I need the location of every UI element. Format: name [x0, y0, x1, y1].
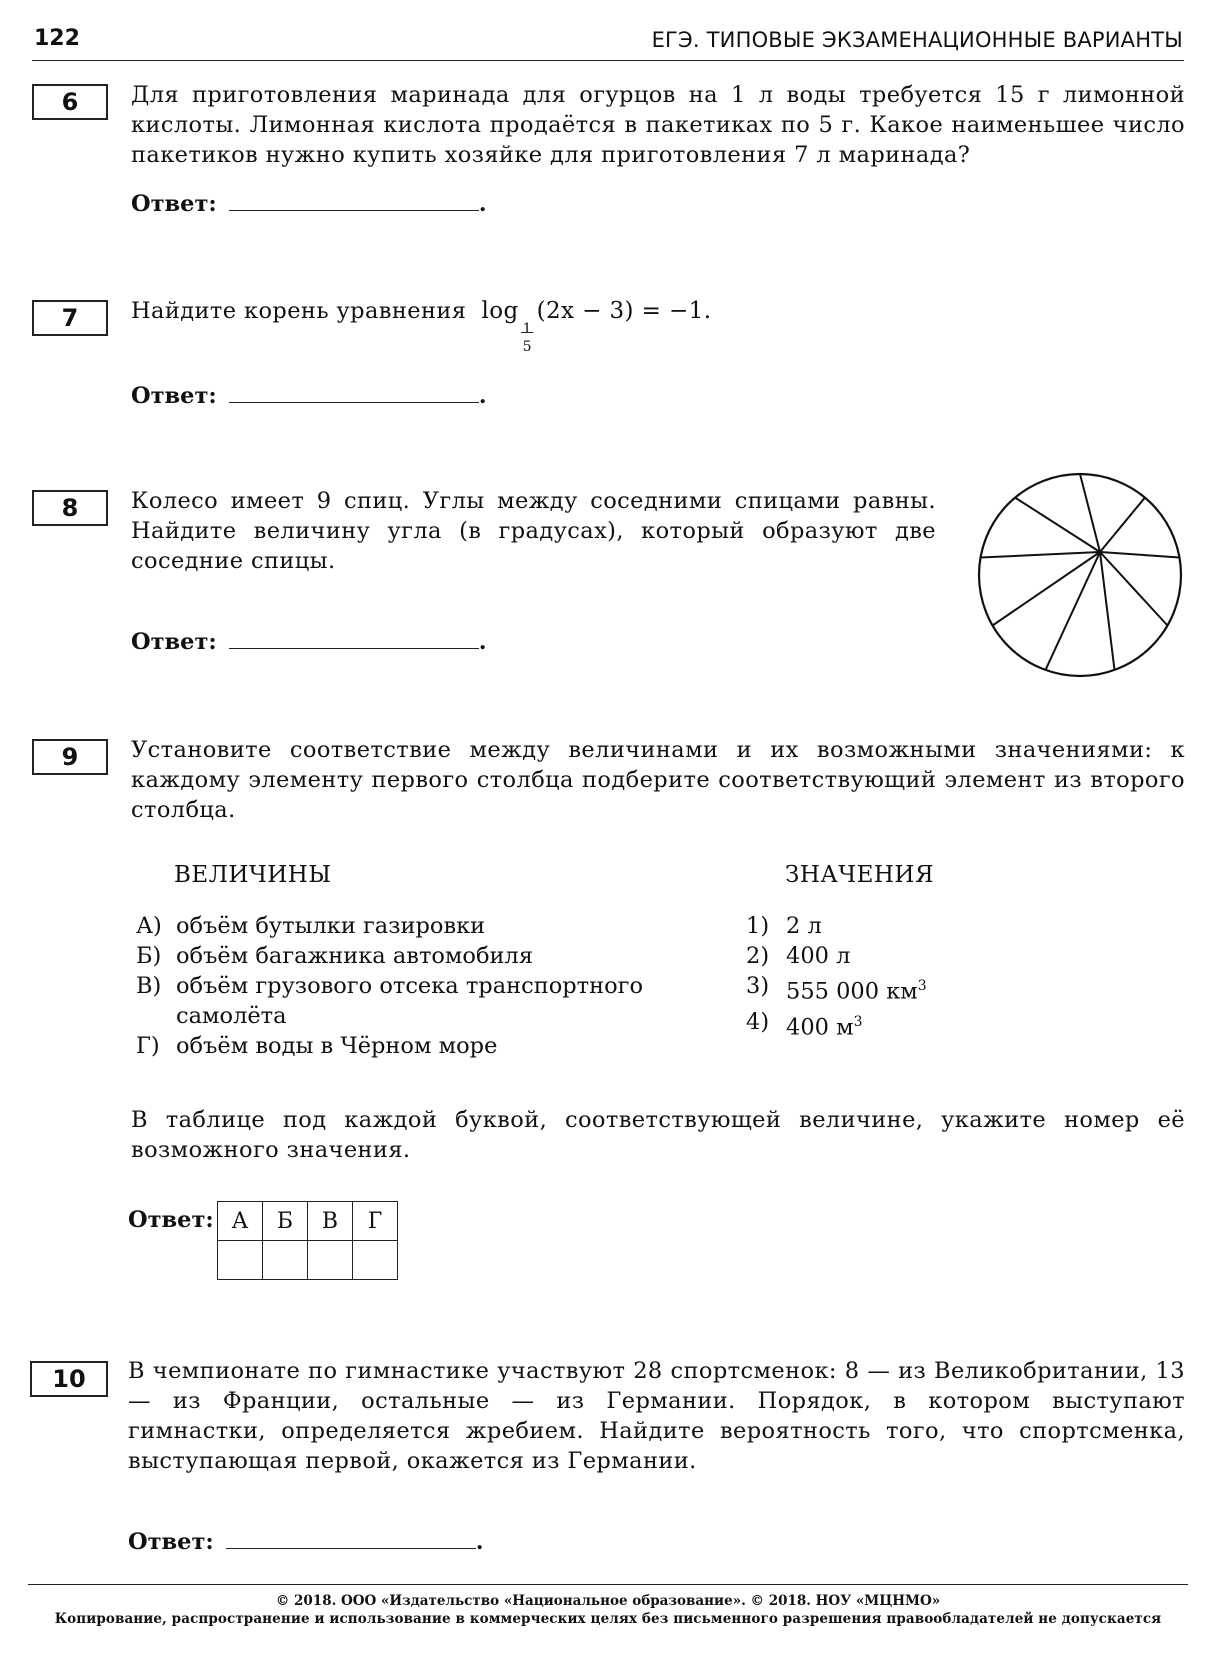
task-9-instruction: В таблице под каждой буквой, соответствующей величине, укажите номер её возможного значения. — [131, 1107, 1185, 1163]
wheel-spoke — [1100, 552, 1115, 670]
task-10-answer — [128, 1528, 484, 1555]
task-number-9: 9 — [32, 739, 108, 775]
item-text: 555 000 $км^3$ — [786, 978, 927, 1005]
item-text: объём багажника автомобиля — [176, 943, 534, 969]
task-9-answer-label: Ответ: — [128, 1207, 214, 1233]
task-8-answer — [131, 628, 487, 655]
table-header-g: Г — [353, 1202, 398, 1241]
answer-cell-a[interactable] — [218, 1241, 263, 1280]
answer-line[interactable] — [229, 628, 479, 649]
wheel-spoke — [1100, 498, 1145, 552]
log-base-fraction — [519, 320, 537, 355]
values-list — [746, 911, 1006, 1042]
item-label: А) — [136, 913, 162, 939]
item-text: 2 л — [786, 913, 822, 939]
answer-label: Ответ: — [131, 383, 217, 409]
log-base-denominator: 5 — [522, 339, 532, 355]
footer-copyright: © 2018. ООО «Издательство «Национальное образование». © 2018. НОУ «МЦНМО» — [275, 1593, 941, 1609]
running-header: ЕГЭ. ТИПОВЫЕ ЭКЗАМЕНАЦИОННЫЕ ВАРИАНТЫ — [651, 28, 1183, 52]
list-item — [746, 1007, 1006, 1043]
item-label: В) — [136, 973, 162, 999]
log-base-numerator: 1 — [522, 321, 532, 337]
answer-line[interactable] — [226, 1528, 476, 1549]
header-rule — [32, 60, 1184, 61]
answer-label: Ответ: — [128, 1529, 214, 1555]
log-word: log — [481, 298, 519, 324]
answer-cell-b[interactable] — [263, 1241, 308, 1280]
footer-rule — [28, 1584, 1188, 1585]
table-header-v: В — [308, 1202, 353, 1241]
list-item — [746, 911, 1006, 941]
item-text: 400 л — [786, 943, 851, 969]
task-number-7: 7 — [32, 300, 108, 336]
log-argument: (2x − 3) = −1 — [536, 298, 704, 324]
wheel-spoke — [1100, 552, 1180, 558]
list-item — [746, 941, 1006, 971]
answer-end: . — [478, 191, 487, 217]
list-item — [136, 1031, 676, 1061]
task-7-answer — [131, 382, 487, 409]
list-item — [136, 911, 676, 941]
task-number-8: 8 — [32, 490, 108, 526]
quantities-heading: ВЕЛИЧИНЫ — [174, 862, 332, 888]
answer-line[interactable] — [229, 190, 479, 211]
wheel-rim — [979, 474, 1181, 676]
table-header-a: А — [218, 1202, 263, 1241]
footer-notice: Копирование, распространение и использование в коммерческих целях без письменного разрешения правообладателей не допускается — [54, 1611, 1162, 1627]
task-8-text: Колесо имеет 9 спиц. Углы между соседними спицами равны. Найдите величину угла (в градусах), который образуют две соседние спицы. — [131, 488, 936, 574]
list-item — [136, 941, 676, 971]
task-10-text: В чемпионате по гимнастике участвуют 28 спортсменок: 8 — из Великобритании, 13 — из Франции, остальные — из Германии. Порядок, в котором выступают гимнастки, определяется жребием. Найдите вероятность того, что спортсменка, выступающая первой, окажется из Германии. — [128, 1358, 1185, 1474]
task-7-text — [131, 296, 1185, 355]
wheel-figure — [975, 470, 1185, 680]
values-heading: ЗНАЧЕНИЯ — [785, 862, 935, 888]
task-number-6: 6 — [32, 84, 108, 120]
answer-cell-v[interactable] — [308, 1241, 353, 1280]
wheel-spoke — [1100, 552, 1168, 626]
quantities-list — [136, 911, 676, 1061]
item-label: 4) — [746, 1008, 770, 1035]
item-text: объём бутылки газировки — [176, 913, 486, 939]
item-label: 2) — [746, 943, 770, 969]
answer-line[interactable] — [229, 382, 479, 403]
answer-cell-g[interactable] — [353, 1241, 398, 1280]
answer-end: . — [475, 1529, 484, 1555]
log-equation — [481, 298, 712, 355]
task-7-prompt: Найдите корень уравнения — [131, 298, 467, 324]
task-9-text: Установите соответствие между величинами и их возможными значениями: к каждому элементу первого столбца подберите соответствующий элемент из второго столбца. — [131, 737, 1185, 823]
item-label: Г) — [136, 1033, 160, 1059]
item-label: Б) — [136, 943, 162, 969]
wheel-spokes — [981, 474, 1180, 670]
list-item — [136, 971, 676, 1031]
table-header-b: Б — [263, 1202, 308, 1241]
answer-table — [217, 1201, 398, 1280]
item-label: 3) — [746, 973, 770, 999]
item-text: объём воды в Чёрном море — [176, 1033, 498, 1059]
answer-end: . — [478, 629, 487, 655]
task-number-10: 10 — [30, 1361, 108, 1397]
task-6-text: Для приготовления маринада для огурцов на 1 л воды требуется 15 г лимонной кислоты. Лимонная кислота продаётся в пакетиках по 5 г. Какое наименьшее число пакетиков нужно купить хозяйке для приготовления 7 л маринада? — [131, 82, 1185, 168]
list-item — [746, 971, 1006, 1007]
item-text: объём грузового отсека транспортного самолёта — [176, 973, 643, 1029]
item-label: 1) — [746, 913, 770, 939]
task-6-answer — [131, 190, 487, 217]
answer-label: Ответ: — [131, 191, 217, 217]
equation-end: . — [703, 298, 712, 324]
answer-label: Ответ: — [131, 629, 217, 655]
item-text: 400 $м^3$ — [786, 1013, 863, 1040]
wheel-spoke — [981, 552, 1101, 558]
page-number: 122 — [34, 26, 80, 51]
answer-end: . — [478, 383, 487, 409]
